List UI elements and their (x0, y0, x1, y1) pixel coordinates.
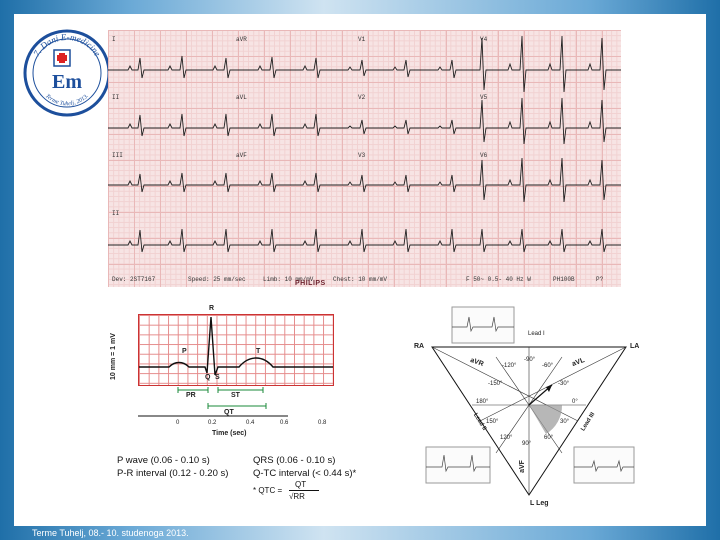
wave-label-t: T (256, 348, 261, 355)
lead-label-V4: V4 (480, 36, 488, 43)
lead-label-aVF: aVF (236, 152, 247, 159)
lead-label-III: III (112, 152, 123, 159)
info-qrs: QRS (0.06 - 0.10 s) (253, 455, 336, 466)
ecg-strip (108, 30, 621, 287)
lead2-strip (426, 447, 490, 483)
info-p-wave: P wave (0.06 - 0.10 s) (117, 455, 210, 466)
slide-footer: Terme Tuhelj, 08.- 10. studenoga 2013. (32, 528, 189, 538)
hexaxial-diagram (412, 295, 647, 505)
ecg-page: P? (596, 276, 604, 283)
angle-90: 90° (522, 441, 532, 447)
label-avf: aVF (518, 460, 526, 473)
lead-label-V2: V2 (358, 94, 366, 101)
wave-xlabel: Time (sec) (212, 430, 247, 437)
label-avr: aVR (469, 356, 485, 369)
angle-150: 150° (486, 419, 499, 425)
conference-logo (22, 28, 112, 118)
label-lead-3: Lead III (580, 411, 597, 433)
wave-trace (139, 315, 333, 385)
label-lead-1: Lead I (528, 331, 545, 337)
lead1-strip (452, 307, 514, 343)
wave-xtick-0: 0 (176, 420, 180, 426)
info-formula-num: QT (295, 480, 307, 489)
lead-label-II: II (112, 94, 120, 101)
angle-minus30: -30° (558, 381, 570, 387)
wave-label-qt: QT (224, 409, 234, 416)
angle-minus60: -60° (542, 363, 554, 369)
ecg-device: Dev: 2ST7167 (112, 276, 156, 283)
info-pr-interval: P-R interval (0.12 - 0.20 s) (117, 468, 229, 479)
wave-grid (138, 314, 334, 386)
ecg-model: PH100B (553, 276, 575, 283)
lead-label-V6: V6 (480, 152, 488, 159)
wave-label-st: ST (231, 392, 240, 399)
lead-label-aVR: aVR (236, 36, 247, 43)
angle-120: 120° (500, 435, 513, 441)
slide (14, 14, 706, 526)
ecg-filter: F 50~ 0.5- 40 Hz W (466, 276, 531, 283)
lead-label-aVL: aVL (236, 94, 247, 101)
ecg-chest-gain: Chest: 10 mm/mV (333, 276, 388, 283)
lead-label-rhythm-II: II (112, 210, 120, 217)
wave-label-p: P (182, 348, 187, 355)
lead-label-V5: V5 (480, 94, 488, 101)
label-ra: RA (414, 343, 425, 350)
logo-subtitle: Terme Tuhelj, 2013. (44, 93, 90, 108)
info-formula-den: √RR (289, 490, 319, 503)
ecg-waveform-diagram (108, 300, 368, 445)
lead-label-I: I (112, 36, 116, 43)
label-la: LA (630, 343, 640, 350)
lead-label-V3: V3 (358, 152, 366, 159)
angle-180: 180° (476, 399, 489, 405)
ecg-speed: Speed: 25 mm/sec (188, 276, 246, 283)
angle-minus150: -150° (488, 381, 503, 387)
lead3-strip (574, 447, 634, 483)
angle-minus90: -90° (524, 357, 536, 363)
wave-ylabel: 10 mm = 1 mV (110, 333, 117, 380)
wave-label-q: Q (205, 374, 211, 381)
ecg-limb-gain: Limb: 10 mm/mV (263, 276, 314, 283)
angle-30: 30° (560, 419, 570, 425)
wave-xtick-2: 0.4 (246, 420, 255, 426)
ecg-footer (108, 273, 621, 287)
wave-label-r: R (209, 305, 215, 312)
label-l-leg: L Leg (530, 500, 549, 507)
info-qtc-interval: Q-TC interval (< 0.44 s)* (253, 468, 357, 479)
lead-label-V1: V1 (358, 36, 366, 43)
logo-monogram: Em (52, 71, 82, 93)
hexaxial-svg (412, 295, 647, 505)
angle-60: 60° (544, 435, 554, 441)
wave-xtick-3: 0.6 (280, 420, 289, 426)
angle-0: 0° (572, 399, 578, 405)
logo-title: 7. Dani E-medicine (31, 31, 103, 59)
wave-xtick-4: 0.8 (318, 420, 327, 426)
label-avl: aVL (571, 357, 586, 368)
wave-label-pr: PR (186, 392, 196, 399)
wave-label-s: S (215, 374, 220, 381)
wave-xtick-1: 0.2 (208, 420, 217, 426)
angle-minus120: -120° (502, 363, 517, 369)
ecg-brand: PHILIPS (295, 280, 326, 287)
label-lead-2: Lead II (471, 412, 488, 432)
info-formula-lhs: * QTC = (253, 486, 283, 495)
